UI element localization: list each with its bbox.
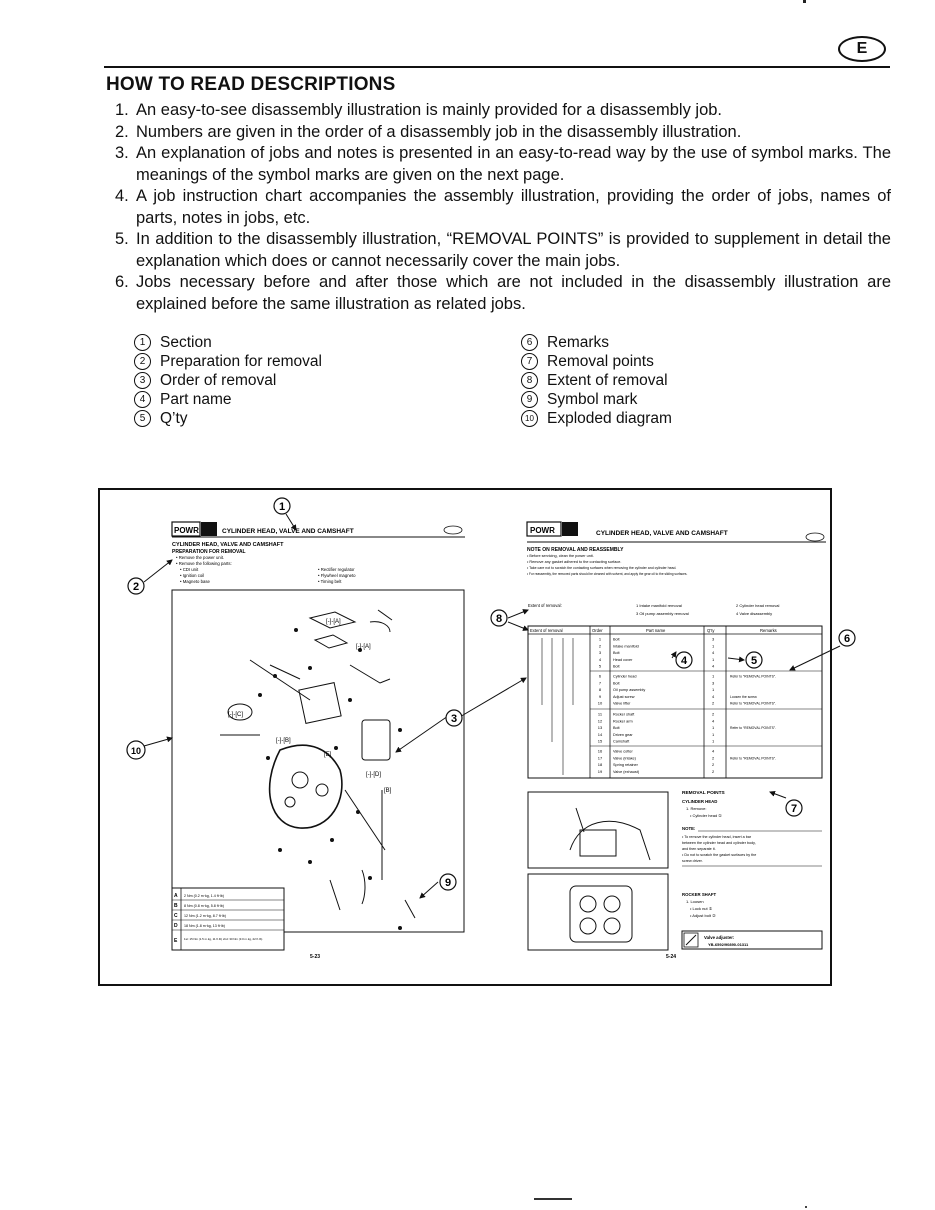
legend-item: 1 Section (134, 333, 322, 352)
callout-number: 3 (450, 713, 458, 725)
job-qty: 2 (712, 700, 715, 706)
job-part: Rocker shaft (613, 712, 635, 717)
torque-label: [-]-[D] (366, 772, 381, 778)
extent-item: 4 Valve disassembly (736, 611, 773, 616)
job-order: 18 (597, 762, 603, 768)
legend-right (521, 333, 672, 428)
part-item: • Magneto base (180, 579, 210, 584)
job-order: 19 (597, 768, 603, 774)
rp-section-title: ROCKER SHAFT (682, 892, 717, 897)
job-order: 8 (598, 687, 602, 693)
job-qty: 3 (712, 636, 715, 642)
part-item: • Rectifier regulator (318, 567, 355, 572)
legend-item: 3 Order of removal (134, 371, 322, 390)
instruction-item: 4. A job instruction chart accompanies the assembly illustration, providing the order of jobs, names of parts, notes in jobs, etc. (115, 187, 891, 227)
note-title: NOTE ON REMOVAL AND REASSEMBLY (527, 547, 624, 553)
prep-title: PREPARATION FOR REMOVAL (172, 549, 246, 555)
job-order: 9 (598, 693, 602, 699)
job-part: Valve lifter (613, 701, 631, 706)
left-page (172, 522, 465, 960)
job-remark: Refer to “REMOVAL POINTS”. (730, 756, 776, 761)
torque-key: A (174, 893, 178, 899)
rp-note-line: • To remove the cylinder head, insert a bar (682, 835, 752, 839)
torque-value: 2 Nm (0.2 m·kg, 1.4 ft·lb) (184, 894, 224, 898)
torque-key: B (174, 903, 178, 909)
job-qty: 1 (712, 725, 715, 731)
circled-number: 6 (521, 334, 538, 351)
prep-item: • Remove the following parts: (176, 561, 232, 566)
job-part: Intake manifold (613, 644, 639, 649)
job-order: 12 (597, 718, 603, 724)
job-qty: 3 (712, 680, 715, 686)
torque-key: C (174, 913, 178, 919)
legend-item: 4 Part name (134, 390, 322, 409)
tool-number: YB-6592/90890-01311 (708, 942, 749, 947)
job-qty: 1 (712, 643, 715, 649)
job-order: 16 (597, 748, 603, 754)
job-qty: 4 (712, 718, 715, 724)
callout-number: 2 (132, 581, 140, 593)
job-order: 10 (597, 700, 603, 706)
circled-number: 3 (134, 372, 151, 389)
circled-number: 7 (521, 353, 538, 370)
job-qty: 1 (712, 738, 715, 744)
callout-number: 6 (843, 633, 851, 645)
torque-value: 18 Nm (1.8 m·kg, 13 ft·lb) (184, 924, 225, 928)
right-page (527, 522, 826, 960)
note-line: • Remove any gasket adhered to the contacting surface. (527, 560, 622, 564)
callout-number: 10 (130, 746, 142, 756)
torque-label: [E] (324, 752, 332, 758)
instruction-item: 5. In addition to the disassembly illustration, “REMOVAL POINTS” is provided to supplement in detail the explanation which does or cannot necessarily cover the main jobs. (115, 230, 891, 270)
job-order: 15 (597, 738, 603, 744)
job-qty: 4 (712, 748, 715, 754)
job-order: 7 (598, 680, 602, 686)
table-header: Remarks (760, 628, 777, 633)
rp-line: • Lock nut ① (690, 906, 713, 911)
torque-label: [-]-[A] (356, 644, 371, 650)
job-qty: 1 (712, 673, 715, 679)
job-part: Adjust screw (613, 694, 635, 699)
circled-number: 9 (521, 391, 538, 408)
torque-value: 1st: 15 Nm (1.5 m·kg, 11 ft·lb) 2nd: 30 Nm (3.0 m·kg, 22 ft·lb) (184, 937, 263, 941)
job-part: Bolt (613, 726, 620, 731)
legend-item: 7 Removal points (521, 352, 672, 371)
example-spread-figure (98, 488, 851, 986)
scan-speck (803, 0, 806, 3)
circled-number: 10 (521, 410, 538, 427)
job-remark: Loosen the screw. (730, 694, 758, 699)
job-order: 6 (598, 673, 602, 679)
page-title: HOW TO READ DESCRIPTIONS (106, 74, 396, 95)
job-qty: 4 (712, 650, 715, 656)
job-order: 17 (597, 755, 603, 761)
job-qty: 4 (712, 693, 715, 699)
extent-item: 3 Oil pump assembly removal (636, 611, 689, 616)
lang-mark-icon (444, 526, 462, 534)
callout-number: 4 (680, 655, 688, 667)
part-item: • CDI unit (180, 567, 199, 572)
torque-label: [-]-[A] (326, 619, 341, 625)
note-line: • Take care not to scratch the contacting surfaces when removing the cylinder and cylinder head. (527, 566, 677, 570)
engine-icon (201, 522, 217, 536)
language-badge: E (838, 36, 886, 62)
rp-note-line: screw driver. (682, 859, 703, 863)
instruction-item: 3. An explanation of jobs and notes is presented in an easy-to-read way by the use of symbol marks. The meanings of the symbol marks are given on the next page. (115, 144, 891, 184)
callout-number: 5 (750, 655, 758, 667)
job-qty: 2 (712, 755, 715, 761)
torque-value: 12 Nm (1.2 m·kg, 8.7 ft·lb) (184, 914, 226, 918)
job-qty: 1 (712, 656, 715, 662)
job-remark: Refer to “REMOVAL POINTS”. (730, 701, 776, 706)
note-line: • For reassembly, the removed parts should be cleaned with solvent, and apply the gear oil to the sliding surfaces. (527, 572, 688, 576)
job-part: Oil pump assembly (613, 688, 646, 693)
job-order: 11 (597, 711, 603, 717)
removal-photo-2 (528, 874, 668, 950)
job-part: Valve (exhaust) (613, 769, 640, 774)
legend-item: 2 Preparation for removal (134, 352, 322, 371)
rp-section-title: CYLINDER HEAD (682, 799, 718, 804)
job-qty: 2 (712, 768, 715, 774)
rp-line: • Cylinder head ① (690, 813, 722, 818)
scan-speck (805, 1206, 807, 1208)
legend-item: 10 Exploded diagram (521, 409, 672, 428)
instruction-item: 6. Jobs necessary before and after those which are not included in the disassembly illustration are explained before the same illustration as related jobs. (115, 273, 891, 313)
callout-number: 9 (444, 877, 452, 889)
job-remark: Refer to “REMOVAL POINTS”. (730, 674, 776, 679)
note-line: • Before servicing, clean the power unit. (527, 554, 594, 558)
job-order: 14 (597, 731, 603, 737)
extent-item: 2 Cylinder head removal (736, 603, 780, 608)
part-item: • Ignition coil (180, 573, 205, 578)
table-header: Part name (646, 628, 666, 633)
page-number: 5-24 (666, 954, 677, 960)
job-order: 1 (598, 636, 602, 642)
rp-line: 1. Remove: (686, 806, 707, 811)
tool-label: Valve adjuster: (704, 935, 735, 940)
job-qty: 1 (712, 731, 715, 737)
exploded-diagram (220, 610, 415, 918)
removal-points-title: REMOVAL POINTS (682, 791, 725, 796)
table-header: Q’ty (707, 628, 715, 633)
rp-line: 1. Loosen (686, 899, 704, 904)
torque-key: D (174, 923, 178, 929)
job-order: 13 (597, 725, 603, 731)
table-header: Extent of removal (530, 628, 563, 633)
page-header: CYLINDER HEAD, VALVE AND CAMSHAFT (596, 530, 728, 537)
torque-label: [B] (384, 788, 392, 794)
circled-number: 4 (134, 391, 151, 408)
job-part: Camshaft (613, 739, 630, 744)
legend-item: 9 Symbol mark (521, 390, 672, 409)
job-qty: 2 (712, 711, 715, 717)
subtitle: CYLINDER HEAD, VALVE AND CAMSHAFT (172, 542, 284, 548)
job-remark: Refer to “REMOVAL POINTS”. (730, 726, 776, 731)
rp-note-label: NOTE: (682, 826, 696, 831)
prep-item: • Remove the power unit. (176, 555, 225, 560)
job-part: Valve (intake) (613, 756, 636, 761)
rp-note-line: between the cylinder head and cylinder body, (682, 841, 756, 845)
job-order: 4 (598, 656, 602, 662)
job-part: Driven gear (613, 732, 633, 737)
extent-item: 1 Intake manifold removal (636, 603, 682, 608)
tool-box (682, 931, 822, 949)
legend-left (134, 333, 322, 428)
torque-label: [-]-[B] (276, 738, 291, 744)
job-part: Spring retainer (613, 763, 638, 768)
rp-note-line: • Do not to scratch the gasket surfaces by the (682, 853, 757, 857)
torque-table (172, 888, 284, 950)
circled-number: 8 (521, 372, 538, 389)
instruction-item: 1. An easy-to-see disassembly illustration is mainly provided for a disassembly job. (115, 101, 722, 119)
table-header: Order (592, 628, 603, 633)
page-header: CYLINDER HEAD, VALVE AND CAMSHAFT (222, 528, 354, 535)
part-item: • Flywheel magneto (318, 573, 356, 578)
job-part: Head cover (613, 657, 633, 662)
job-part: Bolt (613, 637, 620, 642)
job-part: Bolt (613, 664, 620, 669)
legend-item: 5 Q’ty (134, 409, 322, 428)
lang-mark-icon (806, 533, 824, 541)
section-tag: POWR (174, 526, 199, 535)
circled-number: 2 (134, 353, 151, 370)
header-rule (104, 66, 890, 68)
rp-line: • Adjust bolt ② (690, 913, 716, 918)
callout-number: 7 (790, 803, 798, 815)
job-part: Bolt (613, 651, 620, 656)
engine-icon (562, 522, 578, 536)
torque-label: [-]-[C] (228, 712, 243, 718)
job-part: Valve cotter (613, 749, 633, 754)
legend-item: 6 Remarks (521, 333, 672, 352)
instruction-list (115, 100, 891, 315)
job-part: Cylinder head (613, 674, 637, 679)
job-order: 3 (598, 650, 602, 656)
torque-value: 8 Nm (0.8 m·kg, 5.8 ft·lb) (184, 904, 224, 908)
rp-note-line: and then separate it. (682, 847, 716, 851)
torque-key: E (174, 938, 178, 944)
circled-number: 5 (134, 410, 151, 427)
job-qty: 1 (712, 687, 715, 693)
job-part: Bolt (613, 681, 620, 686)
circled-number: 1 (134, 334, 151, 351)
page-number: 5-23 (310, 954, 321, 960)
job-order: 2 (598, 643, 602, 649)
footer-mark (534, 1198, 572, 1200)
callout-number: 8 (495, 613, 503, 625)
extent-label: Extent of removal: (528, 603, 562, 608)
instruction-item: 2. Numbers are given in the order of a disassembly job in the disassembly illustration. (115, 122, 742, 141)
job-qty: 2 (712, 762, 715, 768)
job-part: Rocker arm (613, 719, 633, 724)
callout-number: 1 (278, 501, 286, 513)
job-qty: 4 (712, 663, 715, 669)
section-tag: POWR (530, 526, 555, 535)
part-item: • Timing belt (318, 579, 342, 584)
job-order: 5 (598, 663, 602, 669)
example-spread-svg (100, 490, 851, 984)
job-table (528, 626, 822, 778)
legend-item: 8 Extent of removal (521, 371, 672, 390)
